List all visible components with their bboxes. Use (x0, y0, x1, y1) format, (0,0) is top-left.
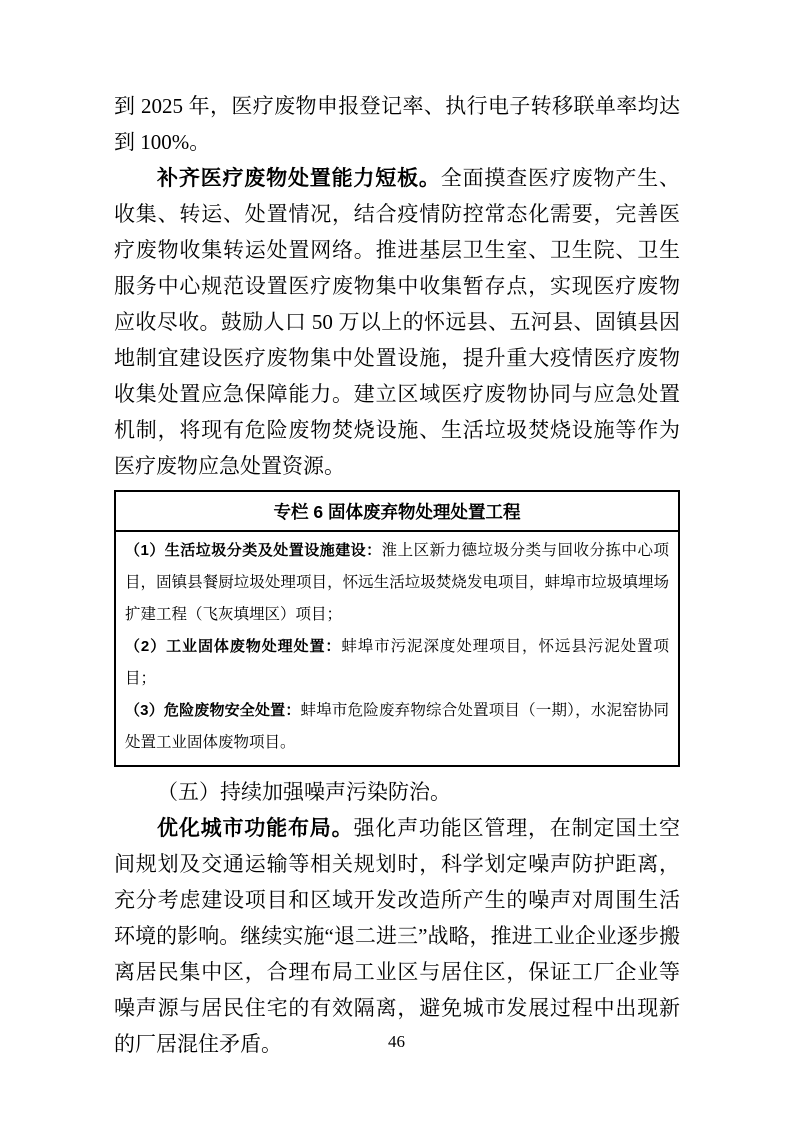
paragraph-text: 全面摸查医疗废物产生、收集、转运、处置情况，结合疫情防控常态化需要，完善医疗废物收集转运处置网络。推进基层卫生室、卫生院、卫生服务中心规范设置医疗废物集中收集暂存点，实现医疗废物应收尽收。鼓励人口 50 万以上的怀远县、五河县、固镇县因地制宜建设医疗废物集中处置设施，提升重大疫情医疗废物收集处置应急保障能力。建立区域医疗废物协同与应急处置机制，将现有危险废物焚烧设施、生活垃圾焚烧设施等作为医疗废物应急处置资源。 (114, 166, 681, 478)
paragraph-city-function-layout (114, 810, 680, 1062)
box-item-text: 蚌埠市污泥深度处理项目，怀远县污泥处置项目； (125, 638, 669, 687)
page-number: 46 (388, 1032, 405, 1051)
box-item-lead: （3）危险废物安全处置： (125, 702, 301, 719)
column-box-body (116, 532, 678, 765)
paragraph-medical-waste-capacity (114, 160, 680, 484)
paragraph-text: 到 2025 年，医疗废物申报登记率、执行电子转移联单率均达到 100%。 (114, 94, 680, 154)
section-heading-noise-pollution: （五）持续加强噪声污染防治。 (157, 780, 451, 804)
box-item-lead: （1）生活垃圾分类及处置设施建设： (125, 542, 382, 559)
text-column (114, 88, 680, 1062)
paragraph-text: 强化声功能区管理，在制定国土空间规划及交通运输等相关规划时，科学划定噪声防护距离，充分考虑建设项目和区域开发改造所产生的噪声对周围生活环境的影响。继续实施“退二进三”战略，推进工业企业逐步搬离居民集中区，合理布局工业区与居住区，保证工厂企业等噪声源与居民住宅的有效隔离，避免城市发展过程中出现新的厂居混住矛盾。 (114, 816, 681, 1056)
box-item-domestic-waste (125, 535, 669, 631)
box-item-lead: （2）工业固体废物处理处置： (125, 638, 342, 655)
paragraph-lead: 优化城市功能布局。 (157, 816, 354, 840)
column-box-title: 专栏 6 固体废弃物处理处置工程 (116, 492, 678, 532)
box-item-industrial-solid-waste (125, 631, 669, 695)
box-item-text: 蚌埠市危险废弃物综合处置项目（一期），水泥窑协同处置工业固体废物项目。 (125, 702, 669, 751)
box-item-text: 淮上区新力德垃圾分类与回收分拣中心项目，固镇县餐厨垃圾处理项目，怀远生活垃圾焚烧发电项目，蚌埠市垃圾填埋场扩建工程（飞灰填埋区）项目； (125, 542, 669, 623)
box-item-hazardous-waste (125, 695, 669, 759)
column-box-solid-waste-projects (114, 490, 680, 767)
paragraph-medical-waste-target (114, 88, 680, 160)
paragraph-lead: 补齐医疗废物处置能力短板。 (157, 166, 441, 190)
